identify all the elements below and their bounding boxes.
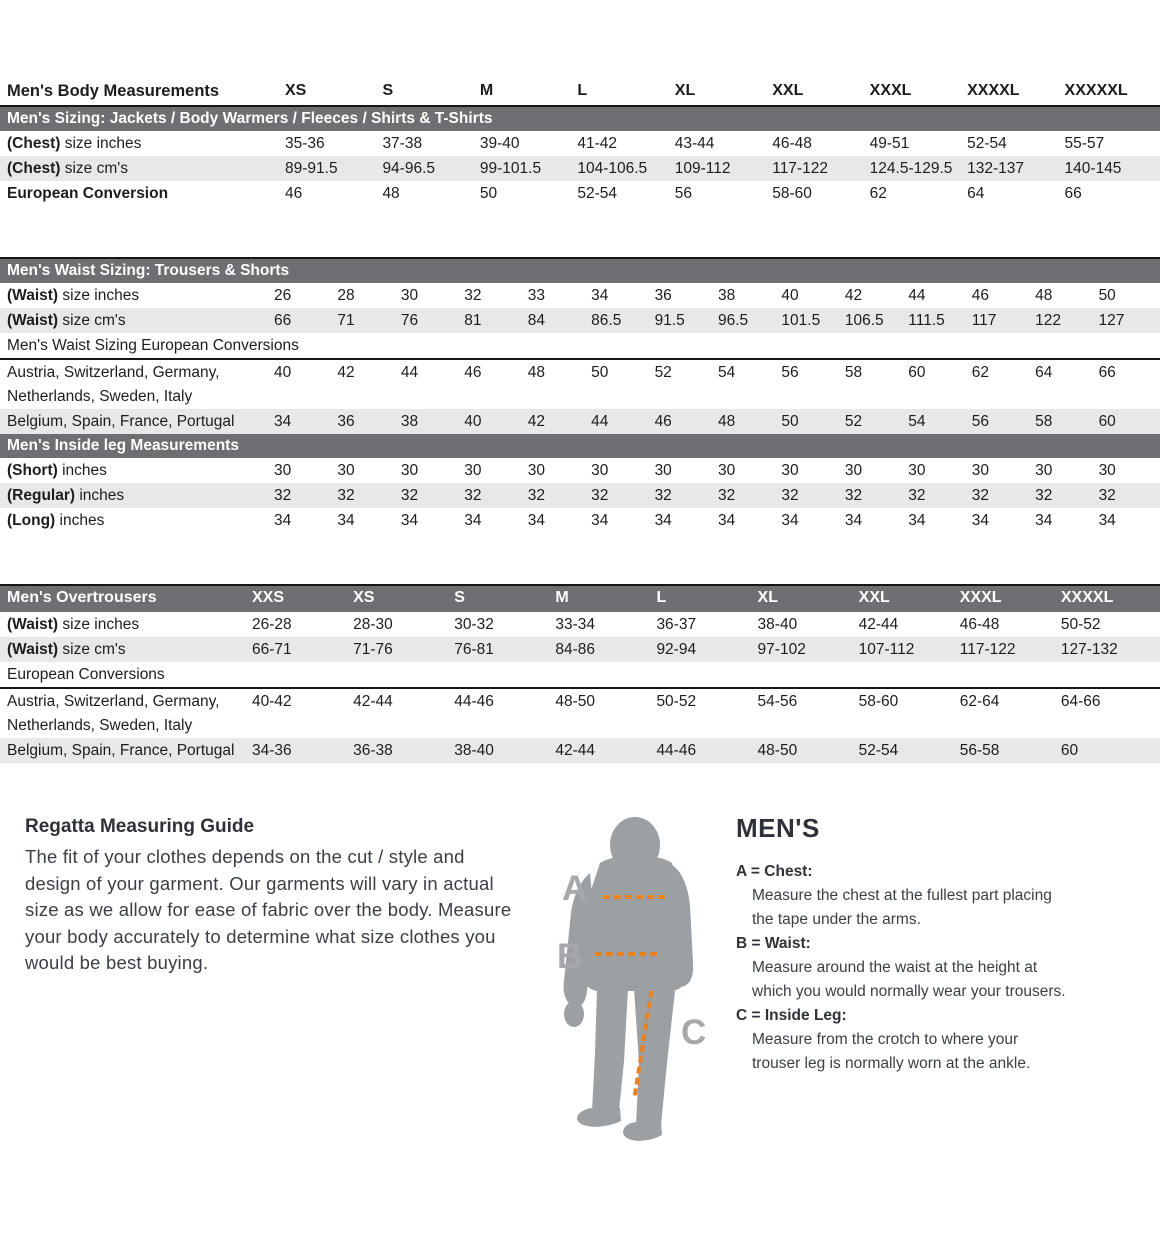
table-cell: 52 xyxy=(844,413,863,430)
table-cell: 28 xyxy=(337,287,355,304)
table-cell: 42-44 xyxy=(353,693,393,710)
table-cell: XL xyxy=(757,589,778,606)
table-cell: 55-57 xyxy=(1064,135,1105,152)
row-label-bold: (Long) xyxy=(7,512,56,529)
definition-chest xyxy=(736,860,1066,932)
table-cell: 111.5 xyxy=(908,312,945,329)
row-label-bold: (Chest) xyxy=(7,160,61,177)
definition-body: Measure the chest at the fullest part placing the tape under the arms. xyxy=(752,887,1052,928)
table-cell: 42 xyxy=(527,413,545,430)
table-cell: 66-71 xyxy=(252,641,292,658)
table-cell: 46 xyxy=(285,185,303,202)
waist-sizing-table xyxy=(0,257,1160,533)
definition-body: Measure from the crotch to where your trouser leg is normally worn at the ankle. xyxy=(752,1031,1031,1072)
table-title: Men's Overtrousers xyxy=(7,589,157,606)
table-cell: 30 xyxy=(274,462,292,479)
table-cell: 30 xyxy=(527,462,545,479)
table-cell: 48 xyxy=(382,185,400,202)
table-cell: 30 xyxy=(400,287,419,304)
table-cell: 40 xyxy=(274,364,292,381)
row-label xyxy=(0,637,250,662)
table-cell: 32 xyxy=(844,487,863,504)
row-label-line1: Austria, Switzerland, Germany, xyxy=(7,693,220,710)
row-label: Belgium, Spain, France, Portugal xyxy=(7,742,235,759)
table-cell: 140-145 xyxy=(1064,160,1122,177)
table-cell: M xyxy=(555,589,569,606)
table-cell: 66 xyxy=(1098,364,1116,381)
row-label-rest: size cm's xyxy=(58,312,126,329)
table-cell: 34 xyxy=(717,512,736,529)
table-row xyxy=(0,156,1160,181)
table-cell: 41-42 xyxy=(577,135,617,152)
row-label xyxy=(0,483,272,508)
table-cell: 42 xyxy=(337,364,355,381)
table-cell: 48-50 xyxy=(757,742,798,759)
table-cell: XL xyxy=(674,82,696,99)
table-cell: 40 xyxy=(781,287,799,304)
table-cell: 52-54 xyxy=(577,185,617,202)
table-cell: 34 xyxy=(274,512,292,529)
table-cell: S xyxy=(454,589,465,606)
table-cell: XS xyxy=(353,589,375,606)
table-cell: 34 xyxy=(781,512,799,529)
table-cell: 40-42 xyxy=(252,693,292,710)
table-row xyxy=(0,308,1160,333)
table-cell: 132-137 xyxy=(967,160,1024,177)
table-cell: 33-34 xyxy=(555,616,595,633)
chest-dashed-line xyxy=(603,895,665,899)
row-label-bold: (Waist) xyxy=(7,616,59,633)
table-cell: 36-38 xyxy=(353,742,393,759)
table-cell: 46-48 xyxy=(959,616,1000,633)
table-cell: 97-102 xyxy=(757,641,806,658)
table-cell: 32 xyxy=(717,487,736,504)
mens-definitions xyxy=(736,813,1066,1143)
table-cell: 32 xyxy=(591,487,609,504)
table-cell: 34 xyxy=(274,413,292,430)
man-silhouette-image xyxy=(540,813,722,1143)
table-cell: 36-37 xyxy=(656,616,697,633)
table-cell: 81 xyxy=(464,312,482,329)
table-cell: 30-32 xyxy=(454,616,494,633)
table-cell: 30 xyxy=(781,462,799,479)
table-cell: 34 xyxy=(908,512,926,529)
table-cell: 127-132 xyxy=(1060,641,1118,658)
table-cell: 48 xyxy=(717,413,736,430)
row-label-bold: (Regular) xyxy=(7,487,76,504)
definition-body: Measure around the waist at the height at which you would normally wear your trousers. xyxy=(752,959,1066,1000)
table-cell: 44 xyxy=(591,413,609,430)
table-cell: 28-30 xyxy=(353,616,393,633)
row-label-rest: inches xyxy=(57,462,107,479)
overtrousers-table xyxy=(0,584,1160,763)
table-cell: XXXXL xyxy=(1060,589,1114,606)
table-cell: 46 xyxy=(971,287,989,304)
mens-heading: MEN'S xyxy=(736,813,820,843)
table-cell: 46 xyxy=(464,364,482,381)
table-cell: 32 xyxy=(464,287,482,304)
table-cell: 50-52 xyxy=(656,693,697,710)
table-cell: 124.5-129.5 xyxy=(869,160,953,177)
table-row xyxy=(0,283,1160,308)
table-cell: 60 xyxy=(1098,413,1116,430)
table-cell: 66 xyxy=(1064,185,1082,202)
table-cell: 117-122 xyxy=(772,160,828,177)
table-cell: 91.5 xyxy=(654,312,685,329)
row-label xyxy=(0,458,272,483)
row-label-line1: Austria, Switzerland, Germany, xyxy=(7,364,220,381)
guide-title: Regatta Measuring Guide xyxy=(25,816,255,837)
definition-waist xyxy=(736,932,1066,1004)
table-cell: 84-86 xyxy=(555,641,595,658)
table-cell: 30 xyxy=(654,462,672,479)
table-cell: XXS xyxy=(252,589,285,606)
table-cell: 42-44 xyxy=(555,742,595,759)
row-label-line2: Netherlands, Sweden, Italy xyxy=(7,388,193,405)
table-cell: 30 xyxy=(908,462,926,479)
row-label-bold: (Waist) xyxy=(7,287,59,304)
table-cell: 34 xyxy=(400,512,419,529)
table-cell: 44-46 xyxy=(454,693,494,710)
table-cell: 35-36 xyxy=(285,135,325,152)
table-cell: 32 xyxy=(654,487,672,504)
table-cell: 64-66 xyxy=(1060,693,1101,710)
definition-head: C = Inside Leg: xyxy=(736,1007,847,1024)
row-label xyxy=(0,508,272,533)
table-cell: XXXL xyxy=(869,82,912,99)
table-cell: 34 xyxy=(591,512,609,529)
table-cell: 56 xyxy=(971,413,989,430)
table-cell: 38-40 xyxy=(454,742,494,759)
definition-insideleg xyxy=(736,1004,1066,1076)
guide-paragraph: The fit of your clothes depends on the cut / style and design of your garment. Our garments will vary in actual size as we allow for ease of fabric over the body. Measure your body accurately to determine what size clothes you would be best buying. xyxy=(25,846,512,973)
table-cell: 50 xyxy=(1098,287,1116,304)
table-row xyxy=(0,181,1160,206)
table-cell: XXXXXL xyxy=(1064,82,1128,99)
row-label: Belgium, Spain, France, Portugal xyxy=(7,413,235,430)
table-row xyxy=(0,458,1160,483)
table-cell: 32 xyxy=(527,487,545,504)
chest-marker-letter: A xyxy=(562,869,588,908)
table-cell: 30 xyxy=(591,462,609,479)
row-label xyxy=(0,156,283,181)
table-cell: 71-76 xyxy=(353,641,393,658)
table-cell: 32 xyxy=(337,487,355,504)
table-cell: 60 xyxy=(908,364,926,381)
table-cell: 34-36 xyxy=(252,742,292,759)
table-cell: 99-101.5 xyxy=(479,160,542,177)
table-cell: 71 xyxy=(337,312,355,329)
table-cell: 50 xyxy=(781,413,799,430)
table-cell: 56 xyxy=(674,185,693,202)
table-cell: 66 xyxy=(274,312,292,329)
row-label-bold: European Conversion xyxy=(7,185,169,202)
row-label-bold: (Chest) xyxy=(7,135,61,152)
table-cell: 34 xyxy=(464,512,482,529)
table-cell: 32 xyxy=(1098,487,1116,504)
row-label xyxy=(0,283,272,308)
table-row-austria xyxy=(0,689,1160,738)
row-label xyxy=(0,689,250,738)
row-label-rest: size cm's xyxy=(60,160,128,177)
table-cell: XXL xyxy=(772,82,804,99)
table-cell: 109-112 xyxy=(674,160,731,177)
waist-euro-subheading: Men's Waist Sizing European Conversions xyxy=(0,333,1160,360)
table-cell: M xyxy=(479,82,494,99)
table-cell: 42 xyxy=(844,287,863,304)
table-cell: 34 xyxy=(971,512,989,529)
row-label-bold: (Short) xyxy=(7,462,58,479)
table-cell: 60 xyxy=(1060,742,1079,759)
table-cell: 44 xyxy=(400,364,419,381)
table-cell: 26 xyxy=(274,287,292,304)
table-cell: 50 xyxy=(479,185,498,202)
table-cell: 56-58 xyxy=(959,742,1000,759)
table-cell: 50-52 xyxy=(1060,616,1101,633)
table-cell: 42-44 xyxy=(858,616,899,633)
table-cell: 106.5 xyxy=(844,312,884,329)
table-cell: XS xyxy=(285,82,307,99)
table-cell: 34 xyxy=(337,512,355,529)
table-cell: 107-112 xyxy=(858,641,915,658)
table-cell: L xyxy=(577,82,588,99)
table-cell: 48 xyxy=(1035,287,1053,304)
table-cell: 49-51 xyxy=(869,135,910,152)
row-label-rest: size inches xyxy=(58,287,140,304)
table-cell: 76 xyxy=(400,312,419,329)
table-cell: 117 xyxy=(971,312,997,329)
waist-marker-letter: B xyxy=(557,937,583,976)
table-cell: 76-81 xyxy=(454,641,494,658)
table-cell: 46-48 xyxy=(772,135,812,152)
table-cell: XXL xyxy=(858,589,890,606)
table-cell: 32 xyxy=(1035,487,1053,504)
overtrousers-euro-subheading: European Conversions xyxy=(0,662,1160,689)
table-cell: 34 xyxy=(591,287,609,304)
table-cell: 36 xyxy=(654,287,672,304)
table-cell: 34 xyxy=(527,512,545,529)
table-cell: 58-60 xyxy=(772,185,812,202)
table-cell: 117-122 xyxy=(959,641,1016,658)
table-cell: 32 xyxy=(971,487,989,504)
table-cell: 32 xyxy=(464,487,482,504)
table-cell: XXXL xyxy=(959,589,1002,606)
table-cell: 39-40 xyxy=(479,135,520,152)
table-cell: 34 xyxy=(1098,512,1116,529)
table-cell: 58 xyxy=(844,364,863,381)
row-label-bold: (Waist) xyxy=(7,312,59,329)
table-cell: 30 xyxy=(1035,462,1053,479)
row-label xyxy=(0,181,283,206)
table-cell: XXXXL xyxy=(967,82,1020,99)
table-cell: 127 xyxy=(1098,312,1125,329)
table-cell: 48-50 xyxy=(555,693,595,710)
table-row-belgium xyxy=(0,738,1160,763)
row-label-line2: Netherlands, Sweden, Italy xyxy=(7,717,193,734)
table-cell: 58 xyxy=(1035,413,1053,430)
table-cell: 62-64 xyxy=(959,693,1000,710)
row-label xyxy=(0,131,283,156)
table-cell: 30 xyxy=(337,462,355,479)
table-cell: 104-106.5 xyxy=(577,160,648,177)
table-cell: 64 xyxy=(967,185,985,202)
table-cell: 38 xyxy=(400,413,419,430)
row-label xyxy=(0,360,272,409)
table-cell: 101.5 xyxy=(781,312,821,329)
section-band-insideleg: Men's Inside leg Measurements xyxy=(0,434,1160,458)
table-cell: 37-38 xyxy=(382,135,423,152)
table-cell: 86.5 xyxy=(591,312,622,329)
jackets-sizing-table xyxy=(0,78,1160,206)
table-cell: 89-91.5 xyxy=(285,160,338,177)
table-cell: 46 xyxy=(654,413,672,430)
table-cell: 26-28 xyxy=(252,616,292,633)
table-cell: 30 xyxy=(844,462,863,479)
table-cell: 92-94 xyxy=(656,641,697,658)
table-cell: 54 xyxy=(908,413,926,430)
definition-head: A = Chest: xyxy=(736,863,813,880)
table-cell: 48 xyxy=(527,364,545,381)
body-measurements-header-row xyxy=(0,78,1160,107)
table-cell: 32 xyxy=(781,487,799,504)
row-label-rest: size inches xyxy=(60,135,142,152)
measuring-guide-section xyxy=(0,813,1160,1143)
table-cell: 34 xyxy=(844,512,863,529)
table-cell: 52-54 xyxy=(858,742,899,759)
section-band-jackets: Men's Sizing: Jackets / Body Warmers / Fleeces / Shirts & T-Shirts xyxy=(0,107,1160,131)
table-cell: 38 xyxy=(717,287,736,304)
table-cell: 44 xyxy=(908,287,926,304)
definition-head: B = Waist: xyxy=(736,935,811,952)
table-cell: 58-60 xyxy=(858,693,899,710)
table-cell: 54 xyxy=(717,364,736,381)
section-band-waist: Men's Waist Sizing: Trousers & Shorts xyxy=(0,257,1160,283)
table-cell: 32 xyxy=(908,487,926,504)
table-row xyxy=(0,508,1160,533)
table-cell: 44-46 xyxy=(656,742,697,759)
table-row xyxy=(0,483,1160,508)
table-cell: 36 xyxy=(337,413,355,430)
table-title: Men's Body Measurements xyxy=(7,82,220,100)
table-cell: 62 xyxy=(869,185,887,202)
row-label-rest: inches xyxy=(55,512,105,529)
table-cell: 43-44 xyxy=(674,135,715,152)
row-label xyxy=(0,612,250,637)
table-cell: 34 xyxy=(1035,512,1053,529)
table-cell: 33 xyxy=(527,287,545,304)
table-cell: 32 xyxy=(400,487,419,504)
row-label-rest: size inches xyxy=(58,616,140,633)
table-cell: S xyxy=(382,82,394,99)
measuring-guide-text xyxy=(25,813,512,1143)
table-cell: 30 xyxy=(717,462,736,479)
table-cell: 50 xyxy=(591,364,609,381)
table-cell: 62 xyxy=(971,364,989,381)
table-cell: 32 xyxy=(274,487,292,504)
table-cell: 96.5 xyxy=(717,312,749,329)
table-cell: 52-54 xyxy=(967,135,1007,152)
table-cell: 94-96.5 xyxy=(382,160,436,177)
table-row xyxy=(0,612,1160,637)
table-cell: L xyxy=(656,589,667,606)
table-cell: 30 xyxy=(400,462,419,479)
table-cell: 40 xyxy=(464,413,482,430)
row-label xyxy=(0,308,272,333)
table-cell: 64 xyxy=(1035,364,1053,381)
table-row xyxy=(0,637,1160,662)
overtrousers-header-row xyxy=(0,584,1160,612)
table-cell: 54-56 xyxy=(757,693,798,710)
row-label-rest: size cm's xyxy=(58,641,126,658)
row-label-bold: (Waist) xyxy=(7,641,59,658)
table-row-austria xyxy=(0,360,1160,409)
table-cell: 30 xyxy=(1098,462,1116,479)
measuring-figure xyxy=(540,813,722,1143)
table-cell: 122 xyxy=(1035,312,1062,329)
table-cell: 34 xyxy=(654,512,672,529)
table-cell: 30 xyxy=(464,462,482,479)
table-row-belgium xyxy=(0,409,1160,434)
table-cell: 56 xyxy=(781,364,799,381)
table-cell: 52 xyxy=(654,364,672,381)
insideleg-marker-letter: C xyxy=(681,1013,707,1052)
table-cell: 38-40 xyxy=(757,616,798,633)
row-label-rest: inches xyxy=(75,487,125,504)
waist-dashed-line xyxy=(595,952,659,956)
table-cell: 30 xyxy=(971,462,989,479)
table-cell: 84 xyxy=(527,312,545,329)
table-row xyxy=(0,131,1160,156)
